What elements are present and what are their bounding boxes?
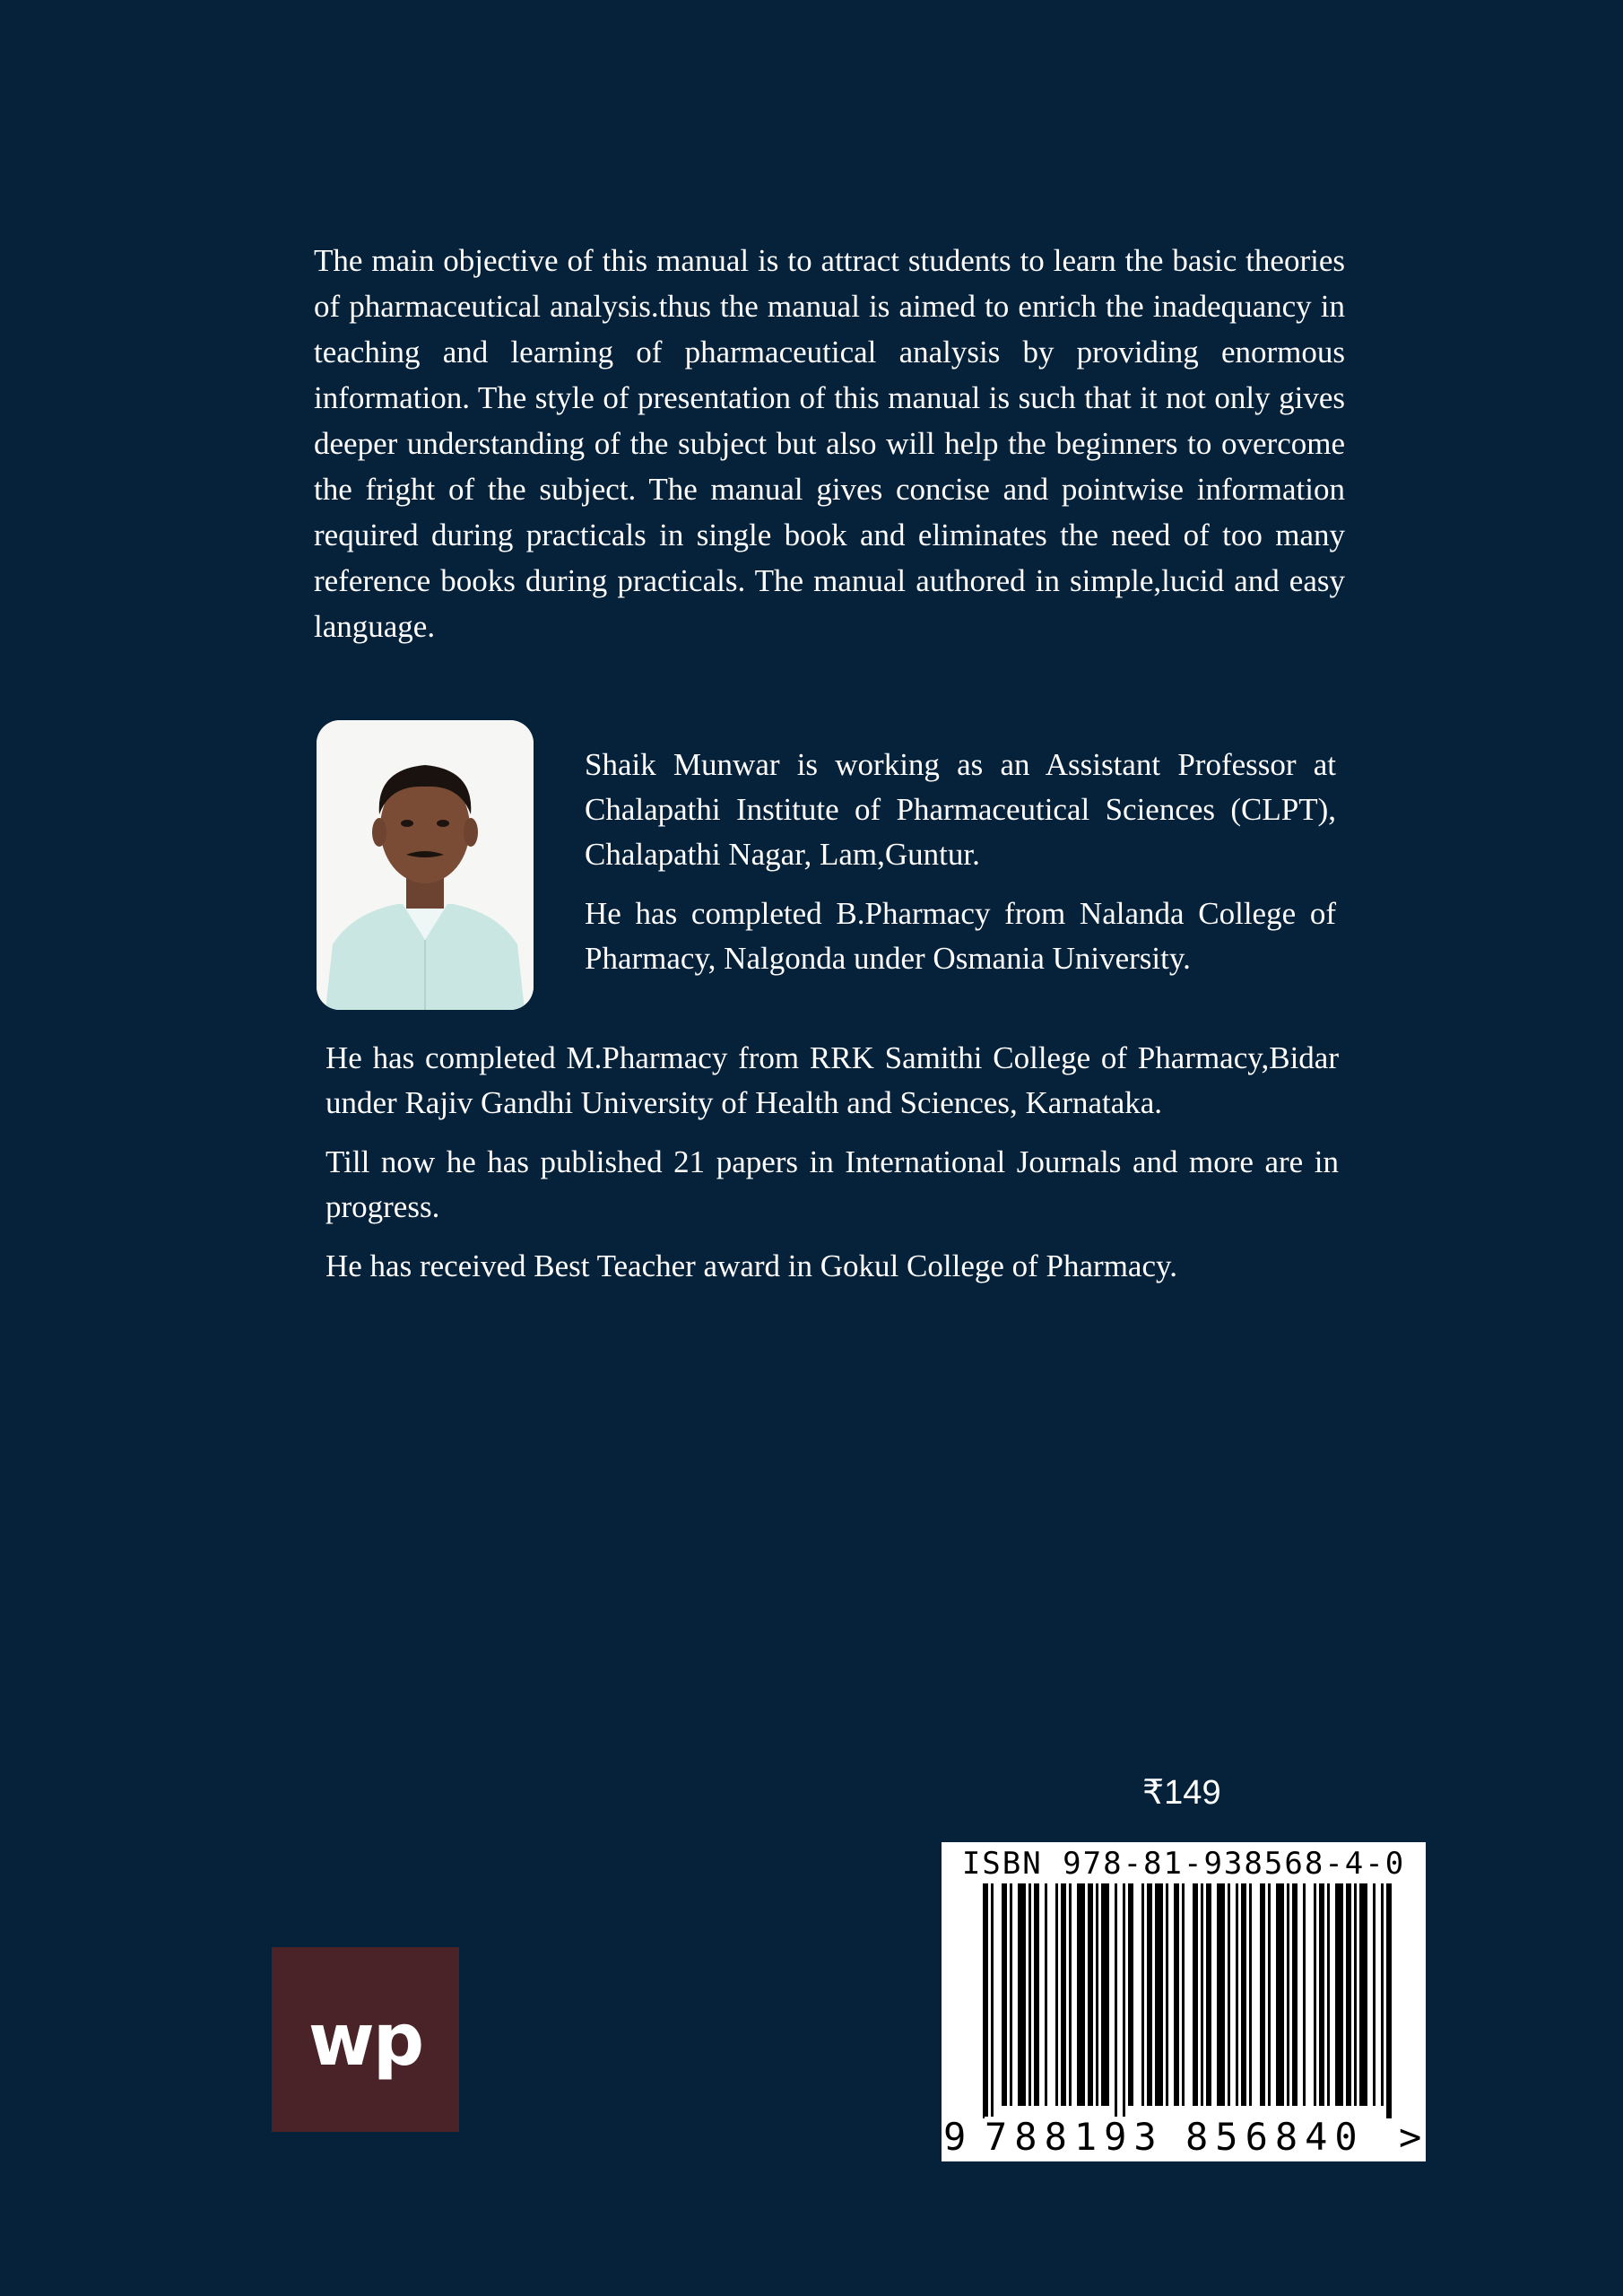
barcode-bars (947, 1883, 1420, 2118)
barcode-bar (1128, 1883, 1133, 2106)
barcode-bar (1045, 1883, 1047, 2106)
barcode-bar (1260, 1883, 1265, 2106)
barcode-bar (1206, 1883, 1211, 2106)
barcode-right-digits: 856840 (1185, 2115, 1365, 2159)
barcode-bar (1268, 1883, 1271, 2106)
author-bio-paragraph: Till now he has published 21 papers in International Journals and more are in progress. (325, 1144, 1339, 1224)
barcode-bar (1010, 1883, 1012, 2106)
barcode-bar (1061, 1883, 1066, 2106)
barcode-bar (1034, 1883, 1039, 2106)
price-label: ₹149 (1142, 1774, 1221, 1812)
barcode-bar (1386, 1883, 1392, 2118)
barcode-bar (1028, 1883, 1031, 2106)
barcode-bar (1373, 1883, 1376, 2106)
barcode-bar (1292, 1883, 1298, 2106)
isbn-barcode (942, 1842, 1426, 2161)
barcode-bar (1018, 1883, 1026, 2106)
barcode-bar (1141, 1883, 1144, 2106)
publisher-logo (272, 1947, 459, 2132)
barcode-bar (1228, 1883, 1230, 2106)
barcode-bar (1096, 1883, 1098, 2106)
barcode-bar (1077, 1883, 1085, 2106)
barcode-bar (1354, 1883, 1357, 2106)
barcode-bar (1335, 1883, 1343, 2106)
barcode-bar (1346, 1883, 1351, 2106)
barcode-bar (1241, 1883, 1246, 2106)
author-photo (317, 720, 534, 1010)
author-bio-paragraph: Shaik Munwar is working as an Assistant Professor at Chalapathi Institute of Pharmaceutical Sciences (CLPT), Chalapathi Nagar, Lam,Guntur. (585, 747, 1336, 872)
barcode-bar (1002, 1883, 1007, 2106)
book-description: The main objective of this manual is to attract students to learn the basic theories of pharmaceutical analysis.thus the manual is aimed to enrich the inadequancy in teaching and learning of pharmaceutical analysis by providing enormous information. The style of presentation of this manual is such that it not only gives deeper understanding of the subject but also will help the beginners to overcome the fright of the subject. The manual gives concise and pointwise information required during practicals in single book and eliminates the need of too many reference books during practicals. The manual authored in simple,lucid and easy language. (314, 243, 1345, 644)
author-bio-full (325, 1036, 1339, 1303)
barcode-bar (1182, 1883, 1185, 2106)
publisher-logo-text: wp (308, 1997, 423, 2082)
barcode-bar (1287, 1883, 1289, 2106)
barcode-bar (1249, 1883, 1252, 2106)
author-bio-paragraph: He has completed B.Pharmacy from Nalanda College of Pharmacy, Nalgonda under Osmania University. (585, 896, 1336, 976)
barcode-bar (1303, 1883, 1306, 2106)
barcode-bar (1069, 1883, 1072, 2106)
barcode-bar (991, 1883, 994, 2118)
barcode-bar (1201, 1883, 1203, 2106)
barcode-bar (1166, 1883, 1168, 2106)
barcode-bar (1359, 1883, 1367, 2106)
barcode-lead-digit: 9 (943, 2115, 967, 2159)
barcode-bar (1381, 1883, 1384, 2106)
barcode-bar (983, 1883, 988, 2118)
author-bio-side (585, 743, 1336, 996)
barcode-bar (1155, 1883, 1163, 2106)
author-bio-paragraph: He has completed M.Pharmacy from RRK Samithi College of Pharmacy,Bidar under Rajiv Gandhi University of Health and Sciences, Karnataka. (325, 1040, 1339, 1120)
barcode-bar (1174, 1883, 1179, 2106)
barcode-bar (1236, 1883, 1238, 2106)
barcode-bar (1088, 1883, 1093, 2106)
barcode-bar (1276, 1883, 1284, 2106)
barcode-bar (1055, 1883, 1058, 2106)
barcode-bar (1217, 1883, 1225, 2106)
barcode-bar (1147, 1883, 1152, 2106)
barcode-bar (1319, 1883, 1324, 2106)
author-bio-paragraph: He has received Best Teacher award in Gokul College of Pharmacy. (325, 1248, 1177, 1283)
barcode-bar (1193, 1883, 1198, 2106)
barcode-left-digits: 788193 (985, 2115, 1164, 2159)
barcode-bar (1123, 1883, 1125, 2118)
barcode-bar (1101, 1883, 1109, 2106)
barcode-bar (1314, 1883, 1316, 2106)
barcode-end-mark: > (1399, 2115, 1422, 2159)
barcode-bar (1115, 1883, 1117, 2118)
barcode-bar (1327, 1883, 1330, 2106)
isbn-number: ISBN 978-81-938568-4-0 (961, 1846, 1406, 1882)
